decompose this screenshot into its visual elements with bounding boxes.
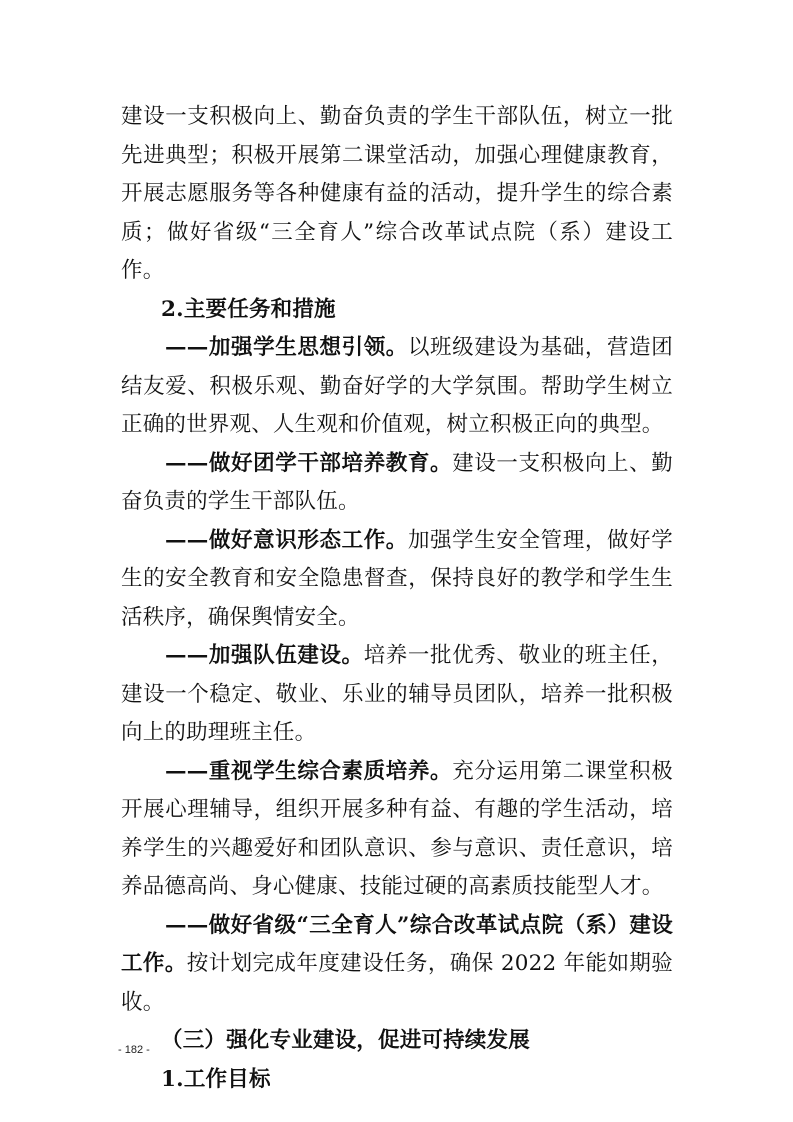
measure-text: 加强学生安全管理，做好学生的安全教育和安全隐患督查，保持良好的教学和学生生活秩序，确保舆情安全。 xyxy=(121,527,673,630)
section-heading: 2.主要任务和措施 xyxy=(161,296,336,322)
page-body xyxy=(121,98,673,1099)
subsection-heading: 1.工作目标 xyxy=(161,1066,271,1092)
measure-paragraph xyxy=(121,329,673,445)
part-heading: （三）强化专业建设，促进可持续发展 xyxy=(161,1028,530,1053)
measure-lead: ——加强队伍建设。 xyxy=(165,643,364,668)
measure-paragraph xyxy=(121,637,673,753)
measure-lead: ——做好意识形态工作。 xyxy=(165,527,408,553)
measure-paragraph xyxy=(121,753,673,907)
measure-text: 充分运用第二课堂积极开展心理辅导，组织开展多种有益、有趣的学生活动，培养学生的兴趣爱好和团队意识、参与意识、责任意识，培养品德高尚、身心健康、技能过硬的高素质技能型人才。 xyxy=(121,758,673,899)
measure-text: 培养一批优秀、敬业的班主任，建设一个稳定、敬业、乐业的辅导员团队，培养一批积极向上的助理班主任。 xyxy=(121,643,673,745)
measure-paragraph xyxy=(121,907,673,1023)
measure-lead: ——做好团学干部培养教育。 xyxy=(165,450,453,476)
measure-text: 按计划完成年度建设任务，确保 2022 年能如期验收。 xyxy=(121,951,673,1015)
measure-lead: ——重视学生综合素质培养。 xyxy=(165,758,453,784)
page-number: - 182 - xyxy=(118,1044,150,1056)
measure-paragraph xyxy=(121,522,673,638)
measure-lead: ——做好省级“三全育人”综合改革试点院（系）建设工作。 xyxy=(121,912,673,976)
measure-paragraph xyxy=(121,445,673,522)
measure-text: 以班级建设为基础，营造团结友爱、积极乐观、勤奋好学的大学氛围。帮助学生树立正确的世界观、人生观和价值观，树立积极正向的典型。 xyxy=(121,335,673,437)
intro-paragraph: 建设一支积极向上、勤奋负责的学生干部队伍，树立一批先进典型；积极开展第二课堂活动，加强心理健康教育，开展志愿服务等各种健康有益的活动，提升学生的综合素质；做好省级“三全育人”综合改革试点院（系）建设工作。 xyxy=(121,104,673,283)
measure-lead: ——加强学生思想引领。 xyxy=(165,335,408,360)
measure-text: 建设一支积极向上、勤奋负责的学生干部队伍。 xyxy=(121,450,673,514)
